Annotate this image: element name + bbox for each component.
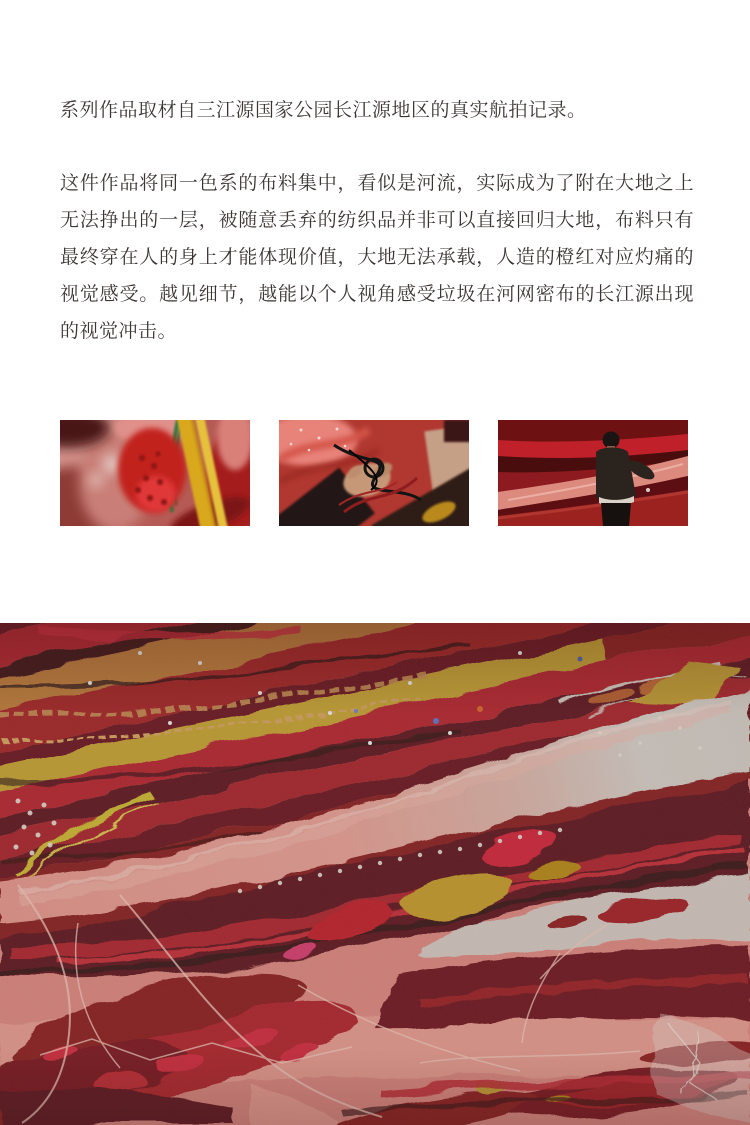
- paragraph-source: 系列作品取材自三江源国家公园长江源地区的真实航拍记录。: [60, 100, 587, 121]
- main-artwork: [0, 623, 750, 1125]
- thumbnail-hands-tying: [279, 420, 469, 526]
- thumbnail-artist-working: [498, 420, 688, 526]
- artist-working-image: [498, 420, 688, 526]
- intro-section: [60, 92, 694, 350]
- fabric-closeup-image: [60, 420, 250, 526]
- hands-tying-cords-image: [279, 420, 469, 526]
- gallery-row: [60, 420, 688, 526]
- textile-river-artwork-image: [0, 623, 750, 1125]
- paragraph-description: 这件作品将同一色系的布料集中，看似是河流，实际成为了附在大地之上无法挣出的一层，被随意丢弃的纺织品并非可以直接回归大地，布料只有最终穿在人的身上才能体现价值，大地无法承载，人造的橙红对应灼痛的视觉感受。越见细节，越能以个人视角感受垃圾在河网密布的长江源出现的视觉冲击。: [60, 173, 694, 342]
- thumbnail-fabric-closeup: [60, 420, 250, 526]
